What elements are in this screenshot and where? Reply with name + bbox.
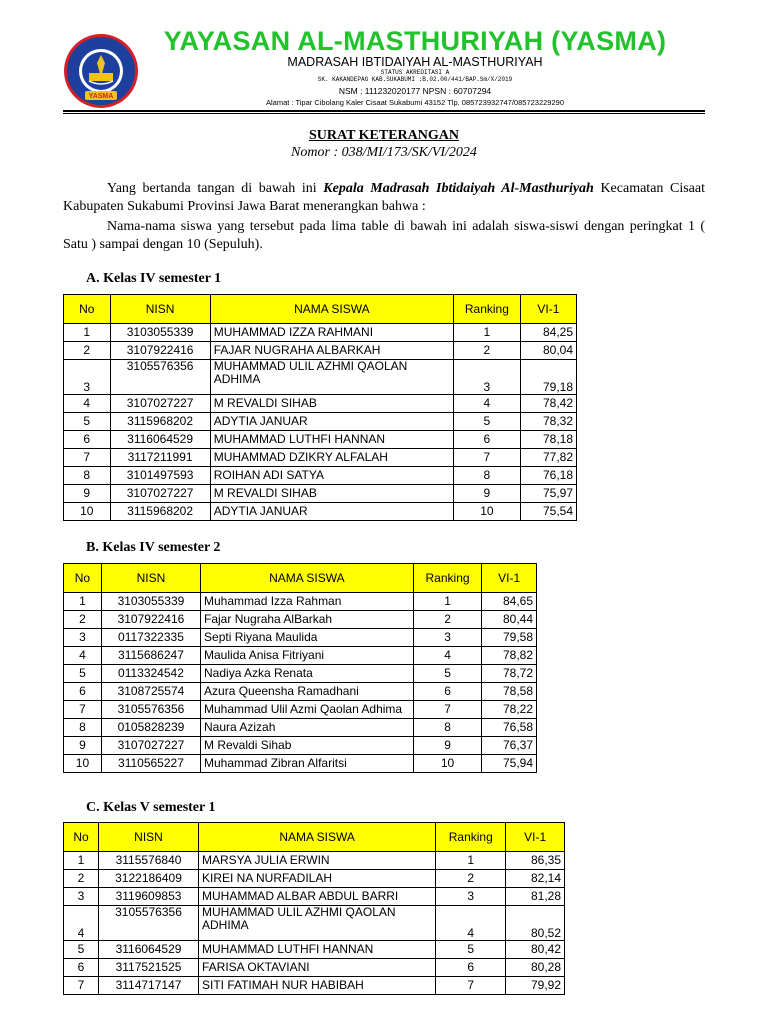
student-name-cell: M REVALDI SIHAB xyxy=(210,485,453,503)
ranking-cell: 6 xyxy=(413,683,482,701)
table-row xyxy=(64,431,577,449)
student-name-cell: KIREI NA NURFADILAH xyxy=(198,870,435,888)
score-cell: 84,65 xyxy=(482,593,537,611)
table-row xyxy=(64,324,577,342)
ranking-cell: 3 xyxy=(413,629,482,647)
table-row xyxy=(64,977,565,995)
nisn-cell: 3103055339 xyxy=(101,593,200,611)
ranking-table-c xyxy=(63,822,565,995)
nisn-cell: 3107027227 xyxy=(101,737,200,755)
student-name-cell: MUHAMMAD IZZA RAHMANI xyxy=(210,324,453,342)
table-row xyxy=(64,665,537,683)
score-cell: 78,42 xyxy=(520,395,576,413)
score-cell: 78,32 xyxy=(520,413,576,431)
nisn-cell: 3122186409 xyxy=(99,870,199,888)
row-number: 2 xyxy=(64,870,99,888)
table-row xyxy=(64,870,565,888)
table-header-row xyxy=(64,564,537,593)
ranking-cell: 6 xyxy=(454,431,521,449)
nisn-cell: 0113324542 xyxy=(101,665,200,683)
ranking-cell: 7 xyxy=(436,977,506,995)
column-header-name: NAMA SISWA xyxy=(201,564,414,593)
nisn-cell: 3107027227 xyxy=(110,395,210,413)
student-name-cell: Septi Riyana Maulida xyxy=(201,629,414,647)
nisn-cell: 3116064529 xyxy=(99,941,199,959)
ranking-cell: 2 xyxy=(454,342,521,360)
row-number: 2 xyxy=(64,611,102,629)
table-row xyxy=(64,593,537,611)
student-name-cell: MUHAMMAD DZIKRY ALFALAH xyxy=(210,449,453,467)
ranking-cell: 10 xyxy=(454,503,521,521)
table-row xyxy=(64,647,537,665)
column-header-no: No xyxy=(64,564,102,593)
score-cell: 78,82 xyxy=(482,647,537,665)
table-row xyxy=(64,941,565,959)
score-cell: 84,25 xyxy=(520,324,576,342)
ranking-cell: 8 xyxy=(454,467,521,485)
ranking-cell: 2 xyxy=(436,870,506,888)
score-cell: 78,58 xyxy=(482,683,537,701)
student-name-cell: Fajar Nugraha AlBarkah xyxy=(201,611,414,629)
nisn-cell: 0105828239 xyxy=(101,719,200,737)
score-cell: 80,44 xyxy=(482,611,537,629)
column-header-rank: Ranking xyxy=(454,295,521,324)
row-number: 1 xyxy=(64,852,99,870)
ranking-cell: 1 xyxy=(454,324,521,342)
column-header-score: VI-1 xyxy=(482,564,537,593)
nisn-cell: 3119609853 xyxy=(99,888,199,906)
student-name-cell: ROIHAN ADI SATYA xyxy=(210,467,453,485)
nisn-cell: 3110565227 xyxy=(101,755,200,773)
row-number: 6 xyxy=(64,959,99,977)
ranking-cell: 10 xyxy=(413,755,482,773)
score-cell: 80,52 xyxy=(506,906,565,941)
student-name-cell: Maulida Anisa Fitriyani xyxy=(201,647,414,665)
row-number: 5 xyxy=(64,665,102,683)
row-number: 3 xyxy=(64,888,99,906)
nisn-cell: 3115686247 xyxy=(101,647,200,665)
ranking-cell: 5 xyxy=(436,941,506,959)
status-line-1: STATUS AKREDITASI A xyxy=(380,69,450,76)
ranking-cell: 5 xyxy=(454,413,521,431)
row-number: 6 xyxy=(64,431,111,449)
nisn-cell: 3105576356 xyxy=(110,360,210,395)
student-name-cell: Nadiya Azka Renata xyxy=(201,665,414,683)
student-name-cell: Azura Queensha Ramadhani xyxy=(201,683,414,701)
student-name-cell: M Revaldi Sihab xyxy=(201,737,414,755)
score-cell: 78,18 xyxy=(520,431,576,449)
nisn-cell: 3107922416 xyxy=(101,611,200,629)
row-number: 1 xyxy=(64,593,102,611)
column-header-name: NAMA SISWA xyxy=(198,823,435,852)
table-row xyxy=(64,959,565,977)
row-number: 7 xyxy=(64,449,111,467)
intro-end: Kecamatan Cisaat Kabupaten Sukabumi Provinsi Jawa Barat menerangkan bahwa : xyxy=(63,181,706,214)
column-header-rank: Ranking xyxy=(413,564,482,593)
student-name-cell: MUHAMMAD LUTHFI HANNAN xyxy=(210,431,453,449)
row-number: 3 xyxy=(64,360,111,395)
ranking-table-b xyxy=(63,563,537,773)
section-heading-b: B. Kelas IV semester 2 xyxy=(86,540,221,555)
yayasan-logo xyxy=(63,33,139,109)
row-number: 4 xyxy=(64,395,111,413)
logo-text: YASMA xyxy=(88,93,114,100)
ranking-cell: 2 xyxy=(413,611,482,629)
table-row xyxy=(64,485,577,503)
column-header-no: No xyxy=(64,823,99,852)
org-title: YAYASAN AL-MASTHURIYAH (YASMA) xyxy=(163,26,667,56)
section-heading-a: A. Kelas IV semester 1 xyxy=(86,271,222,286)
ranking-cell: 3 xyxy=(436,888,506,906)
column-header-score: VI-1 xyxy=(506,823,565,852)
column-header-score: VI-1 xyxy=(520,295,576,324)
table-row xyxy=(64,611,537,629)
score-cell: 78,22 xyxy=(482,701,537,719)
ranking-cell: 4 xyxy=(413,647,482,665)
table-row xyxy=(64,503,577,521)
student-name-cell: Muhammad Ulil Azmi Qaolan Adhima xyxy=(201,701,414,719)
score-cell: 75,94 xyxy=(482,755,537,773)
row-number: 6 xyxy=(64,683,102,701)
column-header-nisn: NISN xyxy=(99,823,199,852)
row-number: 10 xyxy=(64,755,102,773)
score-cell: 75,54 xyxy=(520,503,576,521)
row-number: 1 xyxy=(64,324,111,342)
school-name: MADRASAH IBTIDAIYAH AL-MASTHURIYAH xyxy=(287,55,543,69)
nisn-cell: 3117211991 xyxy=(110,449,210,467)
nisn-cell: 3105576356 xyxy=(99,906,199,941)
nisn-cell: 3101497593 xyxy=(110,467,210,485)
table-header-row xyxy=(64,295,577,324)
ranking-table-a xyxy=(63,294,577,521)
description-text: Nama-nama siswa yang tersebut pada lima table di bawah ini adalah siswa-siswi dengan peringkat 1 ( Satu ) sampai dengan 10 (Sepuluh). xyxy=(63,219,705,252)
column-header-name: NAMA SISWA xyxy=(210,295,453,324)
row-number: 2 xyxy=(64,342,111,360)
student-name-cell: Muhammad Izza Rahman xyxy=(201,593,414,611)
nisn-cell: 3103055339 xyxy=(110,324,210,342)
table-row xyxy=(64,449,577,467)
section-heading-c: C. Kelas V semester 1 xyxy=(86,800,216,815)
table-row xyxy=(64,906,565,941)
student-name-cell: MUHAMMAD ULIL AZHMI QAOLAN ADHIMA xyxy=(198,906,435,941)
principal-title: Kepala Madrasah Ibtidaiyah Al-Masthuriyah xyxy=(323,181,594,196)
student-name-cell: SITI FATIMAH NUR HABIBAH xyxy=(198,977,435,995)
ranking-cell: 3 xyxy=(454,360,521,395)
intro-paragraph xyxy=(63,180,705,216)
score-cell: 79,92 xyxy=(506,977,565,995)
student-name-cell: MARSYA JULIA ERWIN xyxy=(198,852,435,870)
letter-number: Nomor : 038/MI/173/SK/VI/2024 xyxy=(291,145,477,160)
table-row xyxy=(64,755,537,773)
column-header-rank: Ranking xyxy=(436,823,506,852)
table-row xyxy=(64,683,537,701)
student-name-cell: MUHAMMAD ULIL AZHMI QAOLAN ADHIMA xyxy=(210,360,453,395)
ranking-cell: 9 xyxy=(454,485,521,503)
column-header-nisn: NISN xyxy=(101,564,200,593)
row-number: 8 xyxy=(64,719,102,737)
ranking-cell: 5 xyxy=(413,665,482,683)
score-cell: 81,28 xyxy=(506,888,565,906)
letter-title: SURAT KETERANGAN xyxy=(308,128,459,143)
table-row xyxy=(64,629,537,647)
score-cell: 77,82 xyxy=(520,449,576,467)
student-name-cell: ADYTIA JANUAR xyxy=(210,503,453,521)
status-line-2: SK. KAKANDEPAG KAB.SUKABUMI :B.02.00/441/BAP.Sm/X/2019 xyxy=(317,75,513,83)
column-header-no: No xyxy=(64,295,111,324)
table-row xyxy=(64,888,565,906)
table-row xyxy=(64,413,577,431)
nsm-npsn: NSM : 111232020177 NPSN : 60707294 xyxy=(338,86,492,96)
ranking-cell: 1 xyxy=(413,593,482,611)
table-row xyxy=(64,852,565,870)
row-number: 9 xyxy=(64,485,111,503)
student-name-cell: Naura Azizah xyxy=(201,719,414,737)
row-number: 7 xyxy=(64,701,102,719)
intro-start: Yang bertanda tangan di bawah ini xyxy=(107,181,324,196)
ranking-cell: 9 xyxy=(413,737,482,755)
student-name-cell: Muhammad Zibran Alfaritsi xyxy=(201,755,414,773)
score-cell: 80,04 xyxy=(520,342,576,360)
student-name-cell: M REVALDI SIHAB xyxy=(210,395,453,413)
column-header-nisn: NISN xyxy=(110,295,210,324)
table-row xyxy=(64,737,537,755)
row-number: 5 xyxy=(64,413,111,431)
nisn-cell: 3115968202 xyxy=(110,503,210,521)
table-row xyxy=(64,395,577,413)
row-number: 10 xyxy=(64,503,111,521)
score-cell: 86,35 xyxy=(506,852,565,870)
student-name-cell: FARISA OKTAVIANI xyxy=(198,959,435,977)
header-divider xyxy=(63,110,705,114)
table-row xyxy=(64,701,537,719)
ranking-cell: 6 xyxy=(436,959,506,977)
row-number: 3 xyxy=(64,629,102,647)
nisn-cell: 3116064529 xyxy=(110,431,210,449)
nisn-cell: 3107027227 xyxy=(110,485,210,503)
nisn-cell: 3117521525 xyxy=(99,959,199,977)
student-name-cell: FAJAR NUGRAHA ALBARKAH xyxy=(210,342,453,360)
description-paragraph xyxy=(63,218,705,254)
ranking-cell: 4 xyxy=(436,906,506,941)
table-header-row xyxy=(64,823,565,852)
table-row xyxy=(64,342,577,360)
row-number: 7 xyxy=(64,977,99,995)
score-cell: 76,37 xyxy=(482,737,537,755)
table-row xyxy=(64,360,577,395)
ranking-cell: 7 xyxy=(413,701,482,719)
student-name-cell: MUHAMMAD LUTHFI HANNAN xyxy=(198,941,435,959)
score-cell: 76,18 xyxy=(520,467,576,485)
ranking-cell: 7 xyxy=(454,449,521,467)
row-number: 8 xyxy=(64,467,111,485)
score-cell: 76,58 xyxy=(482,719,537,737)
student-name-cell: ADYTIA JANUAR xyxy=(210,413,453,431)
row-number: 4 xyxy=(64,906,99,941)
nisn-cell: 3115968202 xyxy=(110,413,210,431)
row-number: 5 xyxy=(64,941,99,959)
score-cell: 79,58 xyxy=(482,629,537,647)
nisn-cell: 3108725574 xyxy=(101,683,200,701)
score-cell: 80,42 xyxy=(506,941,565,959)
nisn-cell: 3115576840 xyxy=(99,852,199,870)
table-row xyxy=(64,467,577,485)
student-name-cell: MUHAMMAD ALBAR ABDUL BARRI xyxy=(198,888,435,906)
nisn-cell: 0117322335 xyxy=(101,629,200,647)
accreditation-status xyxy=(140,70,690,83)
score-cell: 78,72 xyxy=(482,665,537,683)
score-cell: 82,14 xyxy=(506,870,565,888)
score-cell: 80,28 xyxy=(506,959,565,977)
org-address: Alamat : Tipar Cibolang Kaler Cisaat Sukabumi 43152 Tlp. 085723932747/085723229290 xyxy=(266,98,564,107)
ranking-cell: 1 xyxy=(436,852,506,870)
table-row xyxy=(64,719,537,737)
nisn-cell: 3107922416 xyxy=(110,342,210,360)
nisn-cell: 3114717147 xyxy=(99,977,199,995)
score-cell: 79,18 xyxy=(520,360,576,395)
row-number: 4 xyxy=(64,647,102,665)
nisn-cell: 3105576356 xyxy=(101,701,200,719)
ranking-cell: 4 xyxy=(454,395,521,413)
score-cell: 75,97 xyxy=(520,485,576,503)
ranking-cell: 8 xyxy=(413,719,482,737)
row-number: 9 xyxy=(64,737,102,755)
